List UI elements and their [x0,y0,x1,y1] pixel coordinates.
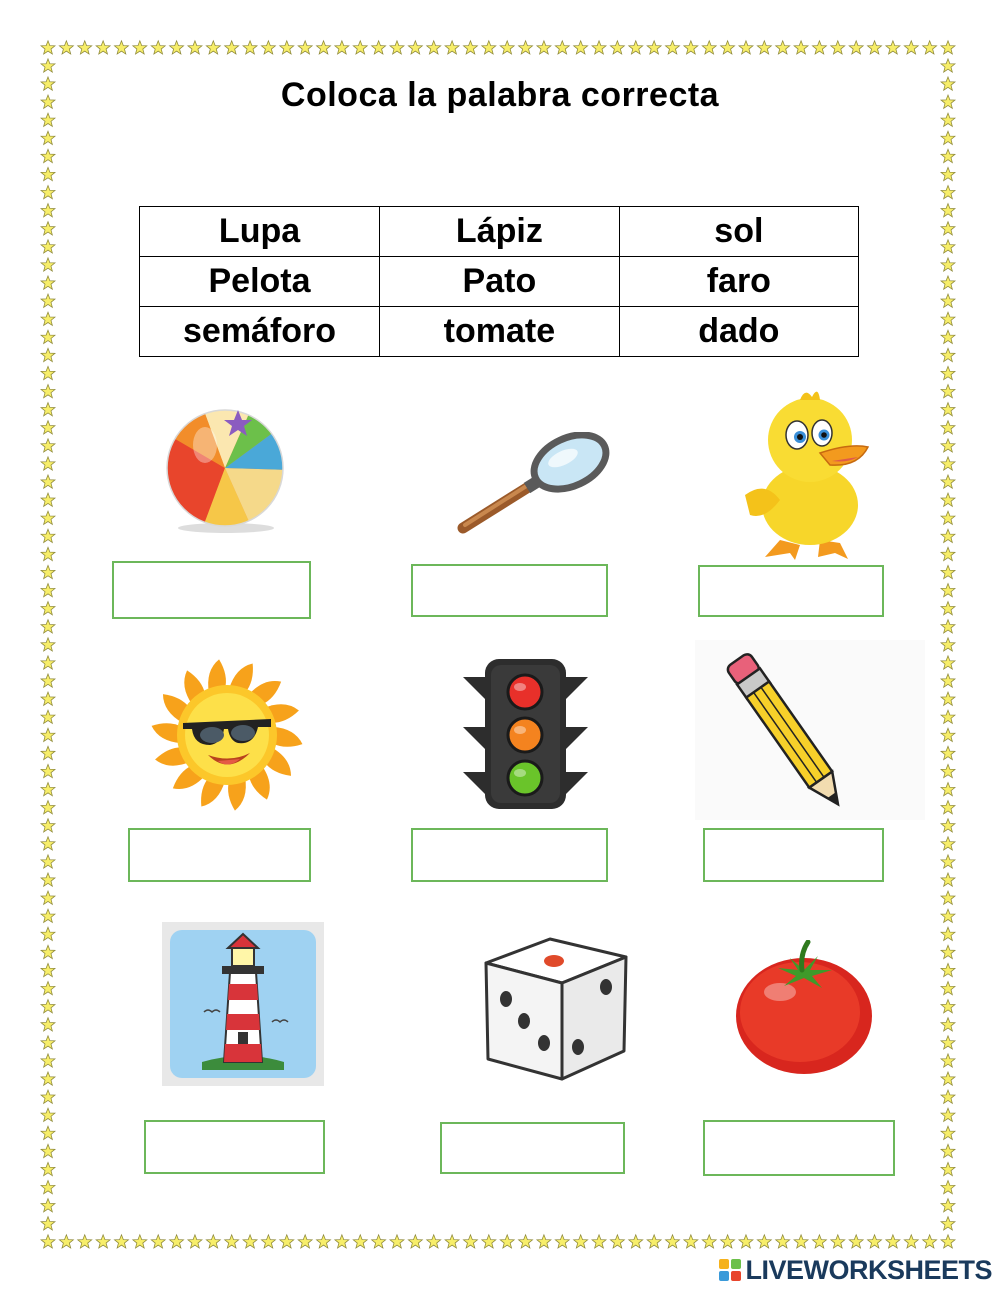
border-star [427,1235,441,1248]
border-star [941,421,955,434]
border-star [41,1036,55,1049]
border-star [41,131,55,144]
border-star [41,113,55,126]
word-bank-cell: dado [619,307,858,357]
border-star [941,385,955,398]
border-star [41,638,55,651]
border-star [941,204,955,217]
duck-picture [740,385,875,565]
border-star [941,927,955,940]
border-star [592,1235,606,1248]
border-star [941,330,955,343]
border-star [702,41,716,54]
border-star [941,982,955,995]
border-star [41,674,55,687]
border-star [41,366,55,379]
border-star [261,41,275,54]
border-star [941,475,955,488]
border-star [941,656,955,669]
border-star [41,1181,55,1194]
answer-box-dado[interactable] [440,1122,625,1174]
border-star [41,1199,55,1212]
border-star [463,41,477,54]
border-star [41,891,55,904]
border-star [941,439,955,452]
border-star [41,982,55,995]
border-star [868,1235,882,1248]
border-star [941,1126,955,1139]
word-bank-cell: Pato [380,257,620,307]
border-star [41,348,55,361]
border-star [59,1235,73,1248]
border-star [849,41,863,54]
word-bank-cell: faro [619,257,858,307]
border-star [41,837,55,850]
border-star [114,41,128,54]
answer-box-pelota[interactable] [112,561,311,619]
border-star [41,385,55,398]
border-star [41,945,55,958]
border-star [41,330,55,343]
border-star [941,1090,955,1103]
border-star [445,41,459,54]
border-star [941,728,955,741]
border-star [41,656,55,669]
border-star [666,41,680,54]
border-star [463,1235,477,1248]
border-star [757,41,771,54]
border-star [280,1235,294,1248]
word-bank-cell: semáforo [140,307,380,357]
border-star [298,41,312,54]
border-star [610,1235,624,1248]
border-star [41,240,55,253]
border-star [941,584,955,597]
border-star [41,764,55,777]
border-star [941,1181,955,1194]
border-star [261,1235,275,1248]
border-star [41,873,55,886]
border-star [41,728,55,741]
border-star [647,41,661,54]
border-star [41,963,55,976]
border-star [41,1054,55,1067]
border-star [41,529,55,542]
border-star [941,819,955,832]
border-star [427,41,441,54]
border-star [41,620,55,633]
border-star [812,1235,826,1248]
border-star [390,41,404,54]
border-star [41,276,55,289]
border-star [721,1235,735,1248]
border-star [41,1144,55,1157]
border-star [574,1235,588,1248]
border-star [812,41,826,54]
border-star [41,439,55,452]
border-star [904,41,918,54]
traffic-light-picture [463,657,588,812]
border-star [41,819,55,832]
border-star [408,1235,422,1248]
border-star [941,493,955,506]
border-star [941,547,955,560]
border-star [41,1162,55,1175]
border-star [941,149,955,162]
border-star [188,41,202,54]
border-star [941,457,955,470]
border-star [941,403,955,416]
border-star [886,41,900,54]
border-star [41,403,55,416]
border-star [537,41,551,54]
border-star [886,1235,900,1248]
border-star [629,41,643,54]
word-bank-cell: sol [619,207,858,257]
border-star [41,746,55,759]
border-star [133,1235,147,1248]
border-star [923,1235,937,1248]
border-star [941,1199,955,1212]
border-star [372,1235,386,1248]
border-star [941,783,955,796]
border-star [41,1126,55,1139]
border-star [610,41,624,54]
border-star [41,149,55,162]
border-star [941,945,955,958]
liveworksheets-brand [719,1254,992,1286]
border-star [941,638,955,651]
border-star [941,113,955,126]
word-bank-cell: Lápiz [380,207,620,257]
border-star [41,801,55,814]
border-star [666,1235,680,1248]
answer-box-tomate[interactable] [703,1120,895,1176]
border-star [41,59,55,72]
border-star [941,1235,955,1248]
border-star [831,1235,845,1248]
border-star [41,186,55,199]
border-star [317,1235,331,1248]
border-star [555,1235,569,1248]
border-star [41,41,55,54]
border-star [41,493,55,506]
border-star [941,764,955,777]
border-star [794,1235,808,1248]
border-star [941,963,955,976]
border-star [41,547,55,560]
border-star [941,602,955,615]
border-star [941,909,955,922]
border-star [390,1235,404,1248]
border-star [151,41,165,54]
border-star [41,312,55,325]
border-star [721,41,735,54]
border-star [941,167,955,180]
border-star [941,131,955,144]
answer-box-sol[interactable] [128,828,311,882]
border-star [941,1162,955,1175]
border-star [133,41,147,54]
word-bank-cell: Lupa [140,207,380,257]
word-bank-cell: tomate [380,307,620,357]
word-bank-row [140,307,859,357]
border-star [941,837,955,850]
border-star [684,41,698,54]
sun-picture [148,655,306,815]
border-star [776,41,790,54]
beach-ball-picture [160,400,290,535]
border-star [445,1235,459,1248]
border-star [592,41,606,54]
border-star [941,258,955,271]
border-star [372,41,386,54]
border-star [941,620,955,633]
border-star [41,855,55,868]
border-star [941,348,955,361]
border-star [684,1235,698,1248]
border-star [941,565,955,578]
border-star [298,1235,312,1248]
border-star [941,1036,955,1049]
answer-box-lupa[interactable] [411,564,608,617]
border-star [702,1235,716,1248]
border-star [941,891,955,904]
border-star [114,1235,128,1248]
border-star [41,927,55,940]
border-star [78,1235,92,1248]
border-star [868,41,882,54]
border-star [188,1235,202,1248]
border-star [335,1235,349,1248]
answer-box-pato[interactable] [698,565,884,617]
border-star [41,1217,55,1230]
border-star [757,1235,771,1248]
tomato-picture [730,940,878,1080]
border-star [96,41,110,54]
border-star [41,457,55,470]
border-star [482,41,496,54]
border-star [941,855,955,868]
border-star [500,1235,514,1248]
border-star [739,41,753,54]
border-star [941,710,955,723]
border-star [941,312,955,325]
border-star [941,1018,955,1031]
border-star [41,258,55,271]
border-star [482,1235,496,1248]
border-star [941,873,955,886]
border-star [41,1090,55,1103]
border-star [923,41,937,54]
border-star [170,1235,184,1248]
border-star [831,41,845,54]
border-star [243,41,257,54]
border-star [519,41,533,54]
border-star [170,41,184,54]
word-bank-row [140,257,859,307]
border-star [941,222,955,235]
border-star [41,1018,55,1031]
border-star [41,204,55,217]
border-star [353,41,367,54]
border-star [941,1054,955,1067]
border-star [941,1000,955,1013]
border-star [59,41,73,54]
border-star [941,294,955,307]
border-star [941,674,955,687]
border-star [243,1235,257,1248]
border-star [574,41,588,54]
border-star [941,692,955,705]
border-star [41,602,55,615]
page-title: Coloca la palabra correcta [280,76,720,114]
border-star [537,1235,551,1248]
border-star [41,222,55,235]
border-star [41,1108,55,1121]
border-star [335,41,349,54]
border-star [941,240,955,253]
border-star [519,1235,533,1248]
border-star [41,692,55,705]
border-star [941,801,955,814]
border-star [41,475,55,488]
border-star [941,1217,955,1230]
border-star [904,1235,918,1248]
answer-box-semaforo[interactable] [411,828,608,882]
word-bank-table [139,206,859,357]
border-star [41,511,55,524]
border-star [941,276,955,289]
brand-name: LIVEWORKSHEETS [745,1254,992,1285]
border-star [280,41,294,54]
border-star [629,1235,643,1248]
border-star [41,421,55,434]
pencil-picture [695,640,925,820]
liveworksheets-logo-icon [719,1259,741,1281]
border-star [849,1235,863,1248]
border-star [78,41,92,54]
border-star [941,511,955,524]
border-star [225,41,239,54]
dice-picture [478,935,633,1085]
border-star [41,909,55,922]
border-star [941,366,955,379]
border-star [555,41,569,54]
border-star [776,1235,790,1248]
border-star [41,710,55,723]
answer-box-lapiz[interactable] [703,828,884,882]
border-star [941,59,955,72]
border-star [941,41,955,54]
word-bank-cell: Pelota [140,257,380,307]
border-star [794,41,808,54]
border-star [317,41,331,54]
border-star [941,1144,955,1157]
border-star [500,41,514,54]
border-star [41,584,55,597]
border-star [647,1235,661,1248]
border-star [941,1072,955,1085]
border-star [941,529,955,542]
word-bank-row [140,207,859,257]
border-star [739,1235,753,1248]
border-star [41,294,55,307]
border-star [941,1108,955,1121]
border-star [206,41,220,54]
border-star [41,1235,55,1248]
border-star [151,1235,165,1248]
border-star [408,41,422,54]
lighthouse-picture [162,922,324,1086]
border-star [941,186,955,199]
border-star [41,565,55,578]
border-star [941,746,955,759]
border-star [206,1235,220,1248]
border-star [225,1235,239,1248]
border-star [96,1235,110,1248]
border-star [41,1072,55,1085]
border-star [41,167,55,180]
magnifying-glass-picture [455,432,615,537]
border-star [41,1000,55,1013]
border-star [41,783,55,796]
border-star [353,1235,367,1248]
answer-box-faro[interactable] [144,1120,325,1174]
